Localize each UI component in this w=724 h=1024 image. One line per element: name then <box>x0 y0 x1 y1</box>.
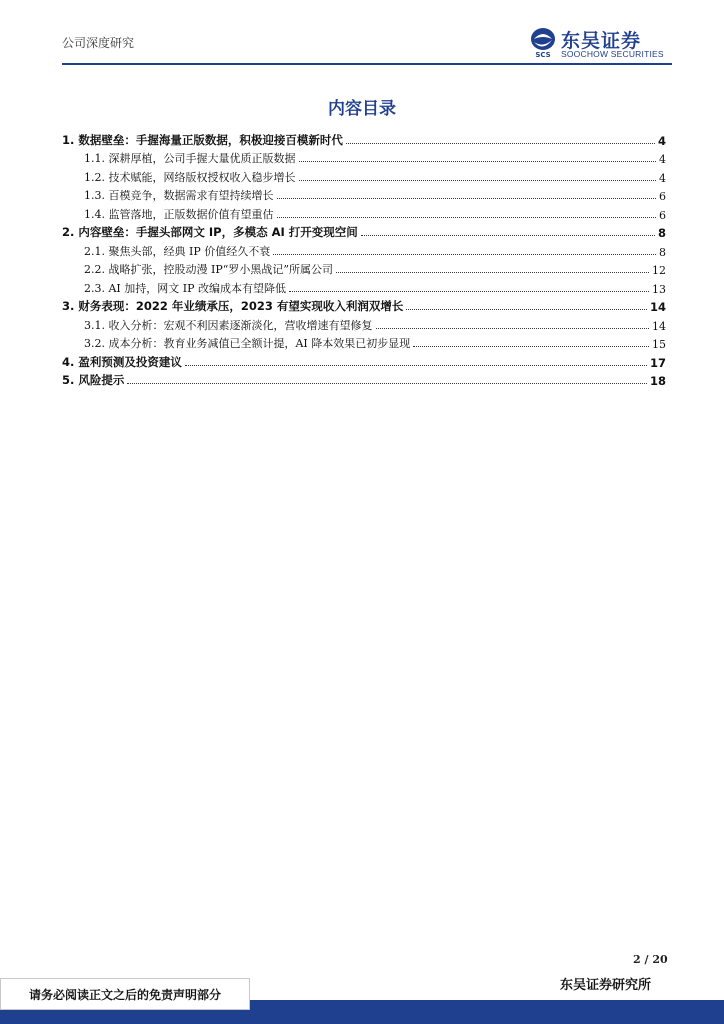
toc-entry[interactable] <box>62 129 666 148</box>
toc-leader-dots <box>277 216 657 218</box>
toc-leader-dots <box>346 142 655 144</box>
toc-leader-dots <box>413 345 649 347</box>
header-divider <box>62 63 672 65</box>
footer-institute: 东吴证券研究所 <box>560 978 652 993</box>
toc-leader-dots <box>299 179 657 181</box>
toc-entry[interactable] <box>62 240 666 259</box>
company-logo <box>528 26 673 60</box>
toc-entry[interactable] <box>62 333 666 352</box>
toc-entry[interactable] <box>62 148 666 167</box>
toc-entry-page: 14 <box>652 319 666 333</box>
toc-entry-page: 17 <box>649 355 666 370</box>
toc-leader-dots <box>406 308 647 310</box>
toc-leader-dots <box>376 327 650 329</box>
toc-leader-dots <box>336 271 649 273</box>
toc-entry-text: 2.2. 战略扩张，控股动漫 IP“罗小黑战记”所属公司 <box>84 263 333 276</box>
toc-leader-dots <box>361 234 655 236</box>
logo-mark-text: SCS <box>535 51 551 58</box>
page-number: 2 / 20 <box>633 953 668 966</box>
toc-entry[interactable] <box>62 166 666 185</box>
toc-leader-dots <box>277 197 657 199</box>
toc-entry-page: 8 <box>657 226 666 240</box>
toc-entry-page: 6 <box>659 190 666 203</box>
toc-entry-text: 1.1. 深耕厚植，公司手握大量优质正版数据 <box>84 152 296 165</box>
toc-entry[interactable] <box>62 259 666 278</box>
toc-entry-text: 3. 财务表现：2022 年业绩承压，2023 有望实现收入利润双增长 <box>62 299 404 313</box>
toc-entry[interactable] <box>62 185 666 204</box>
toc-leader-dots <box>299 160 657 162</box>
logo-chinese-name: 东吴证券 <box>561 30 642 52</box>
toc-entry-text: 1.3. 百模竞争，数据需求有望持续增长 <box>84 189 274 202</box>
toc-entry-page: 4 <box>659 153 666 166</box>
toc-entry-page: 6 <box>659 208 666 222</box>
toc-entry-page: 12 <box>652 264 666 277</box>
toc-entry-page: 4 <box>659 171 666 185</box>
toc-entry-text: 3.1. 收入分析：宏观不利因素逐渐淡化，营收增速有望修复 <box>84 318 373 332</box>
toc-entry[interactable] <box>62 370 666 389</box>
toc-entry-text: 1.4. 监管落地，正版数据价值有望重估 <box>84 207 274 221</box>
toc-leader-dots <box>289 290 649 292</box>
toc-entry-text: 3.2. 成本分析：教育业务减值已全额计提，AI 降本效果已初步显现 <box>84 337 411 350</box>
toc-entry-text: 4. 盈利预测及投资建议 <box>62 354 182 369</box>
toc-leader-dots <box>273 253 656 255</box>
table-of-contents <box>62 129 666 388</box>
toc-entry[interactable] <box>62 277 666 296</box>
toc-entry-page: 4 <box>657 133 666 148</box>
toc-leader-dots <box>185 364 647 366</box>
report-type-label: 公司深度研究 <box>62 36 135 50</box>
logo-english-name: SOOCHOW SECURITIES <box>561 49 664 59</box>
toc-entry-text: 2.1. 聚焦头部，经典 IP 价值经久不衰 <box>84 244 271 258</box>
toc-entry-page: 14 <box>649 300 666 314</box>
toc-entry[interactable] <box>62 351 666 370</box>
toc-title: 内容目录 <box>328 99 396 119</box>
toc-entry-text: 2.3. AI 加持，网文 IP 改编成本有望降低 <box>84 281 287 295</box>
toc-entry-text: 1. 数据壁垒：手握海量正版数据，积极迎接百模新时代 <box>62 132 343 147</box>
toc-entry-page: 8 <box>659 245 666 259</box>
toc-entry-page: 18 <box>649 374 666 388</box>
toc-entry[interactable] <box>62 314 666 333</box>
toc-entry-text: 5. 风险提示 <box>62 373 125 387</box>
toc-entry-page: 15 <box>652 338 666 351</box>
toc-entry[interactable] <box>62 222 666 241</box>
toc-leader-dots <box>127 382 647 384</box>
soochow-logo-icon <box>528 26 558 58</box>
toc-entry[interactable] <box>62 203 666 222</box>
disclaimer-notice: 请务必阅读正文之后的免责声明部分 <box>0 978 250 1010</box>
toc-entry-text: 2. 内容壁垒：手握头部网文 IP，多模态 AI 打开变现空间 <box>62 225 358 239</box>
toc-entry-text: 1.2. 技术赋能，网络版权授权收入稳步增长 <box>84 170 296 184</box>
toc-entry[interactable] <box>62 296 666 315</box>
toc-entry-page: 13 <box>652 282 666 296</box>
